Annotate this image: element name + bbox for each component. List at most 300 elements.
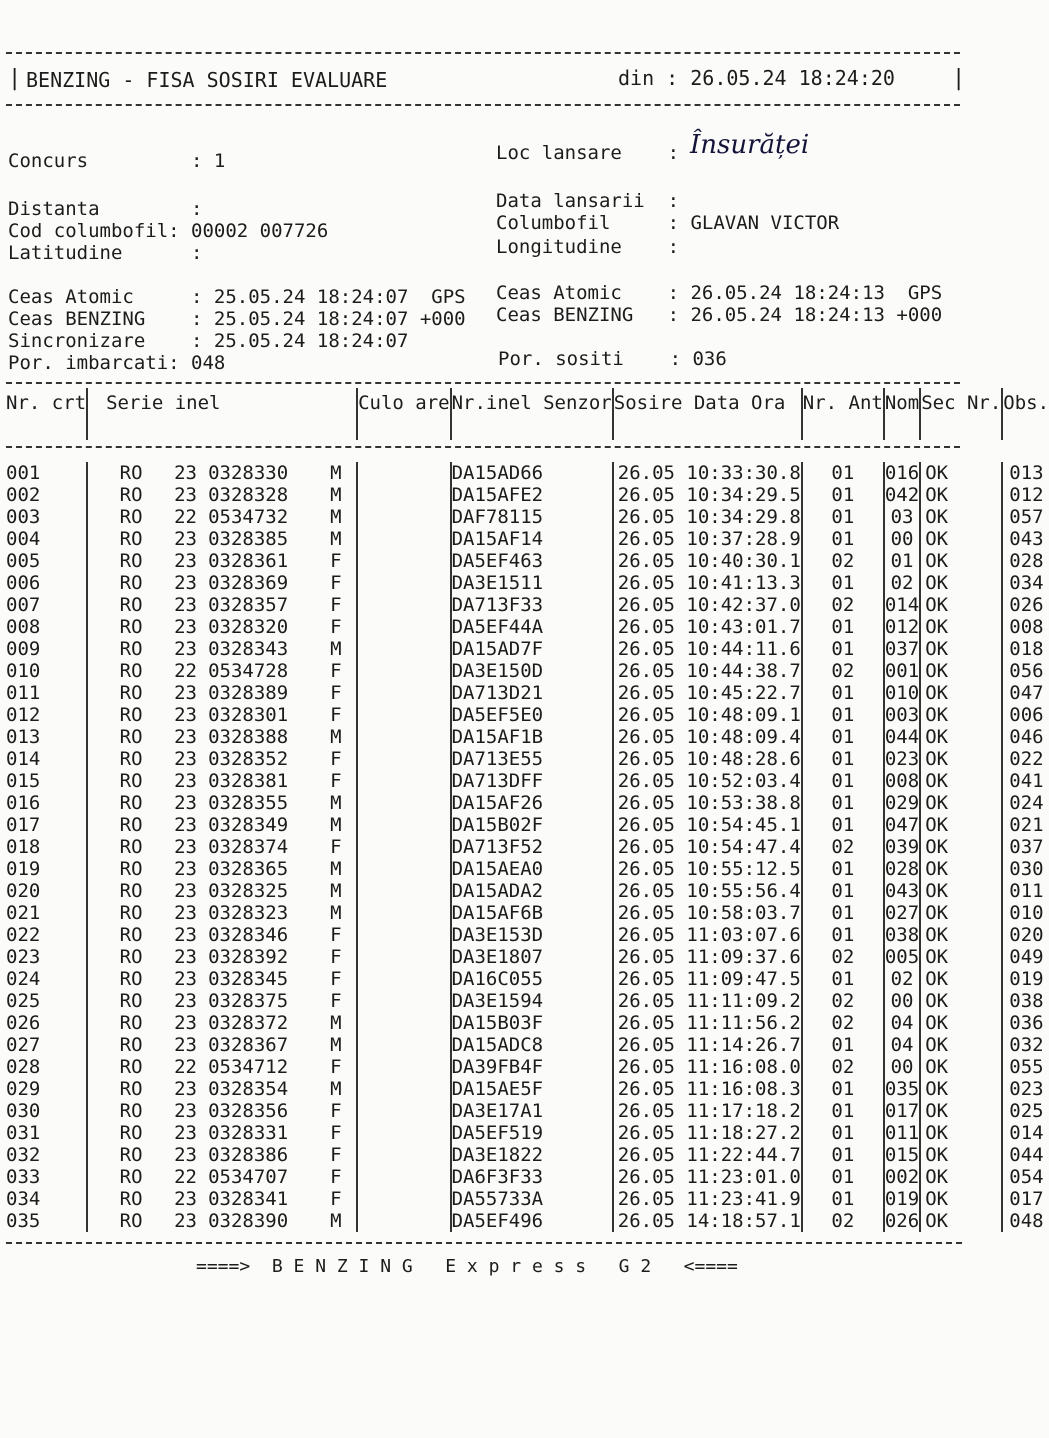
cell-obs: 036 [1009, 1012, 1044, 1034]
cell-culoare [357, 1188, 451, 1210]
cell-senzor: DA15AF14 [451, 528, 613, 550]
cell-sosire: 26.05 10:52:03.4 [613, 770, 802, 792]
cell-culoare [357, 704, 451, 726]
cell-country: RO [119, 1188, 143, 1210]
cell-culoare [357, 660, 451, 682]
table-row [6, 1012, 1049, 1034]
cell-year: 23 [174, 924, 197, 946]
cell-senzor: DA5EF5E0 [451, 704, 613, 726]
cell-year: 23 [174, 616, 197, 638]
cell-culoare [357, 1144, 451, 1166]
cell-sex: F [330, 1144, 342, 1166]
cell-senzor: DA15ADA2 [451, 880, 613, 902]
cell-nr-crt: 022 [6, 924, 87, 946]
cell-nr-crt: 025 [6, 990, 87, 1012]
cell-sex: F [330, 572, 342, 594]
table-row [6, 1166, 1049, 1188]
cell-country: RO [119, 638, 143, 660]
cell-nom: 03 [884, 506, 920, 528]
cell-sec-nr: OK [920, 836, 1002, 858]
cell-serie-inel [87, 594, 357, 616]
cell-country: RO [119, 1100, 143, 1122]
cell-nom: 011 [884, 1122, 920, 1144]
cell-serie-inel [87, 792, 357, 814]
cell-nom: 026 [884, 1210, 920, 1232]
cell-sec-nr: OK [920, 616, 1002, 638]
cell-serie-inel [87, 946, 357, 968]
cell-year: 23 [174, 858, 197, 880]
cell-nr-ant: 02 [802, 1012, 884, 1034]
cell-culoare [357, 792, 451, 814]
cell-country: RO [119, 1034, 143, 1056]
cell-nom: 039 [884, 836, 920, 858]
cell-nom: 027 [884, 902, 920, 924]
cell-nom: 00 [884, 528, 920, 550]
cell-nom: 002 [884, 1166, 920, 1188]
cell-sosire: 26.05 10:40:30.1 [613, 550, 802, 572]
cell-ring-number: 0328389 [208, 682, 289, 704]
cell-culoare [357, 770, 451, 792]
cell-serie-inel [87, 1144, 357, 1166]
cell-senzor: DA55733A [451, 1188, 613, 1210]
cell-serie-inel [87, 616, 357, 638]
cell-culoare [357, 1210, 451, 1232]
cell-obs: 054 [1009, 1166, 1044, 1188]
cell-year: 23 [174, 836, 197, 858]
columbofil-line: Columbofil : GLAVAN VICTOR [496, 212, 840, 234]
cell-year: 23 [174, 990, 197, 1012]
cell-sex: F [330, 836, 342, 858]
cell-sosire: 26.05 10:55:56.4 [613, 880, 802, 902]
cell-serie-inel [87, 1166, 357, 1188]
cell-sex: M [330, 528, 342, 550]
cell-sosire: 26.05 10:41:13.3 [613, 572, 802, 594]
cell-ring-number: 0328328 [208, 484, 289, 506]
cell-culoare [357, 638, 451, 660]
cell-obs: 024 [1009, 792, 1044, 814]
cell-sec-nr: OK [920, 506, 1002, 528]
cell-obs: 013 [1009, 462, 1044, 484]
cell-senzor: DA15AD66 [451, 462, 613, 484]
cell-senzor: DA39FB4F [451, 1056, 613, 1078]
cell-ring-number: 0328325 [208, 880, 289, 902]
cell-nr-crt: 020 [6, 880, 87, 902]
cell-sex: F [330, 660, 342, 682]
cell-year: 23 [174, 1188, 197, 1210]
cell-nom: 044 [884, 726, 920, 748]
concurs-line: Concurs : 1 [8, 150, 226, 172]
cell-year: 23 [174, 484, 197, 506]
cell-nr-ant: 01 [802, 858, 884, 880]
cell-country: RO [119, 594, 143, 616]
cell-obs: 020 [1009, 924, 1044, 946]
table-row [6, 660, 1049, 682]
cell-sex: M [330, 726, 342, 748]
cell-sex: M [330, 1034, 342, 1056]
col-header-nom: Nom [884, 388, 920, 440]
cell-senzor: DA15AFE2 [451, 484, 613, 506]
cell-nr-crt: 011 [6, 682, 87, 704]
cell-culoare [357, 836, 451, 858]
cell-nom: 038 [884, 924, 920, 946]
cell-nr-crt: 033 [6, 1166, 87, 1188]
cell-country: RO [119, 572, 143, 594]
cell-sex: F [330, 1056, 342, 1078]
cell-country: RO [119, 946, 143, 968]
cell-country: RO [119, 506, 143, 528]
cell-ring-number: 0328330 [208, 462, 289, 484]
ceas-benzing-start-line: Ceas BENZING : 25.05.24 18:24:07 +000 [8, 308, 466, 330]
cell-nr-ant: 01 [802, 1078, 884, 1100]
cell-nr-ant: 01 [802, 616, 884, 638]
cell-nom: 028 [884, 858, 920, 880]
cell-nr-ant: 01 [802, 1144, 884, 1166]
cell-year: 23 [174, 1100, 197, 1122]
cell-ring-number: 0328354 [208, 1078, 289, 1100]
ceas-atomic-end-line: Ceas Atomic : 26.05.24 18:24:13 GPS [496, 282, 943, 304]
cell-obs: 028 [1009, 550, 1044, 572]
porumbei-sositi-line: Por. sositi : 036 [498, 348, 727, 370]
cell-sec-nr: OK [920, 902, 1002, 924]
cell-sosire: 26.05 10:48:09.4 [613, 726, 802, 748]
cell-serie-inel [87, 1056, 357, 1078]
cell-sosire: 26.05 11:17:18.2 [613, 1100, 802, 1122]
cell-nr-crt: 024 [6, 968, 87, 990]
cell-senzor: DA3E1511 [451, 572, 613, 594]
cell-year: 23 [174, 946, 197, 968]
cell-nom: 016 [884, 462, 920, 484]
cell-senzor: DA3E150D [451, 660, 613, 682]
cell-serie-inel [87, 814, 357, 836]
cell-sex: F [330, 1166, 342, 1188]
cell-senzor: DA3E17A1 [451, 1100, 613, 1122]
cell-year: 23 [174, 704, 197, 726]
cell-nom: 023 [884, 748, 920, 770]
cell-serie-inel [87, 1100, 357, 1122]
cell-nr-crt: 030 [6, 1100, 87, 1122]
cell-nr-ant: 01 [802, 726, 884, 748]
cell-culoare [357, 1012, 451, 1034]
cell-ring-number: 0328374 [208, 836, 289, 858]
cell-culoare [357, 1056, 451, 1078]
table-row [6, 704, 1049, 726]
cell-senzor: DA16C055 [451, 968, 613, 990]
header-right-border: | [952, 66, 966, 91]
cell-year: 22 [174, 1166, 197, 1188]
cell-country: RO [119, 836, 143, 858]
cell-country: RO [119, 924, 143, 946]
cell-country: RO [119, 1166, 143, 1188]
table-row [6, 1122, 1049, 1144]
header-left-border: | [8, 66, 22, 91]
table-row [6, 814, 1049, 836]
cell-sec-nr: OK [920, 594, 1002, 616]
cell-obs: 011 [1009, 880, 1044, 902]
cell-senzor: DA3E1594 [451, 990, 613, 1012]
cell-nr-ant: 01 [802, 814, 884, 836]
table-row [6, 594, 1049, 616]
cell-senzor: DA3E153D [451, 924, 613, 946]
cell-nr-crt: 019 [6, 858, 87, 880]
cell-country: RO [119, 748, 143, 770]
table-row [6, 880, 1049, 902]
cell-nr-crt: 023 [6, 946, 87, 968]
cell-nr-ant: 01 [802, 1100, 884, 1122]
cell-culoare [357, 814, 451, 836]
cell-nr-ant: 01 [802, 880, 884, 902]
porumbei-imbarcati-line: Por. imbarcati: 048 [8, 352, 226, 374]
cell-nr-ant: 01 [802, 770, 884, 792]
cell-sec-nr: OK [920, 990, 1002, 1012]
cell-serie-inel [87, 748, 357, 770]
ceas-benzing-end-line: Ceas BENZING : 26.05.24 18:24:13 +000 [496, 304, 943, 326]
cell-sex: F [330, 1100, 342, 1122]
cell-sec-nr: OK [920, 726, 1002, 748]
data-lansarii-line: Data lansarii : [496, 190, 680, 212]
cell-sex: F [330, 616, 342, 638]
cell-sex: F [330, 1188, 342, 1210]
cell-sosire: 26.05 10:43:01.7 [613, 616, 802, 638]
table-row [6, 1034, 1049, 1056]
cell-nr-crt: 006 [6, 572, 87, 594]
cell-sex: M [330, 858, 342, 880]
cell-nr-ant: 02 [802, 660, 884, 682]
cell-sec-nr: OK [920, 1166, 1002, 1188]
cell-sex: F [330, 1122, 342, 1144]
cell-sex: F [330, 550, 342, 572]
cell-serie-inel [87, 1034, 357, 1056]
cell-culoare [357, 682, 451, 704]
cell-nr-ant: 02 [802, 836, 884, 858]
cell-nr-crt: 018 [6, 836, 87, 858]
cell-culoare [357, 858, 451, 880]
cell-year: 23 [174, 1012, 197, 1034]
cell-nr-crt: 014 [6, 748, 87, 770]
cell-sosire: 26.05 10:53:38.8 [613, 792, 802, 814]
cell-serie-inel [87, 462, 357, 484]
cell-ring-number: 0328349 [208, 814, 289, 836]
cell-nr-ant: 01 [802, 1122, 884, 1144]
table-row [6, 682, 1049, 704]
cell-nr-ant: 01 [802, 1166, 884, 1188]
cell-ring-number: 0328388 [208, 726, 289, 748]
cell-sec-nr: OK [920, 1078, 1002, 1100]
cell-culoare [357, 528, 451, 550]
cell-sosire: 26.05 10:48:28.6 [613, 748, 802, 770]
cell-year: 23 [174, 792, 197, 814]
table-row [6, 528, 1049, 550]
cell-obs: 026 [1009, 594, 1044, 616]
table-row [6, 902, 1049, 924]
cell-culoare [357, 484, 451, 506]
table-row [6, 858, 1049, 880]
cell-sosire: 26.05 11:03:07.6 [613, 924, 802, 946]
cell-obs: 023 [1009, 1078, 1044, 1100]
col-header-nr-inel-senzor: Nr.inel Senzor [451, 388, 613, 440]
cell-ring-number: 0328386 [208, 1144, 289, 1166]
cell-nr-ant: 01 [802, 924, 884, 946]
ceas-atomic-start-line: Ceas Atomic : 25.05.24 18:24:07 GPS [8, 286, 466, 308]
cell-obs: 057 [1009, 506, 1044, 528]
cell-sec-nr: OK [920, 1122, 1002, 1144]
cell-senzor: DA15AEA0 [451, 858, 613, 880]
cell-serie-inel [87, 660, 357, 682]
cell-country: RO [119, 484, 143, 506]
cell-obs: 043 [1009, 528, 1044, 550]
cell-country: RO [119, 1056, 143, 1078]
cell-ring-number: 0328341 [208, 1188, 289, 1210]
table-row [6, 462, 1049, 484]
cell-nr-ant: 02 [802, 1056, 884, 1078]
cell-sosire: 26.05 10:44:38.7 [613, 660, 802, 682]
cell-obs: 019 [1009, 968, 1044, 990]
cell-country: RO [119, 1078, 143, 1100]
cell-nr-crt: 032 [6, 1144, 87, 1166]
cell-serie-inel [87, 704, 357, 726]
cell-nom: 00 [884, 990, 920, 1012]
cell-sex: M [330, 484, 342, 506]
cell-country: RO [119, 528, 143, 550]
cell-obs: 055 [1009, 1056, 1044, 1078]
cell-sosire: 26.05 11:16:08.3 [613, 1078, 802, 1100]
cell-obs: 037 [1009, 836, 1044, 858]
cell-sec-nr: OK [920, 1188, 1002, 1210]
cell-nr-ant: 01 [802, 792, 884, 814]
cell-sec-nr: OK [920, 1210, 1002, 1232]
col-header-culoare: Culo are [357, 388, 451, 440]
cell-nr-crt: 012 [6, 704, 87, 726]
cell-sec-nr: OK [920, 1144, 1002, 1166]
cell-sec-nr: OK [920, 1100, 1002, 1122]
cell-culoare [357, 990, 451, 1012]
cell-ring-number: 0328320 [208, 616, 289, 638]
cell-ring-number: 0328357 [208, 594, 289, 616]
cell-year: 23 [174, 528, 197, 550]
cell-sex: M [330, 880, 342, 902]
cell-sosire: 26.05 10:54:47.4 [613, 836, 802, 858]
cell-sec-nr: OK [920, 748, 1002, 770]
cell-culoare [357, 506, 451, 528]
cell-sex: F [330, 704, 342, 726]
cell-senzor: DA15AF26 [451, 792, 613, 814]
cell-country: RO [119, 990, 143, 1012]
cell-country: RO [119, 902, 143, 924]
cell-nr-ant: 01 [802, 1034, 884, 1056]
cell-serie-inel [87, 682, 357, 704]
cell-obs: 014 [1009, 1122, 1044, 1144]
cell-sex: F [330, 990, 342, 1012]
cell-year: 22 [174, 1056, 197, 1078]
cell-sosire: 26.05 11:09:47.5 [613, 968, 802, 990]
cell-obs: 008 [1009, 616, 1044, 638]
cell-nr-ant: 01 [802, 902, 884, 924]
cell-year: 23 [174, 880, 197, 902]
cell-sosire: 26.05 11:11:56.2 [613, 1012, 802, 1034]
cell-serie-inel [87, 550, 357, 572]
cell-ring-number: 0328365 [208, 858, 289, 880]
cell-obs: 034 [1009, 572, 1044, 594]
cell-senzor: DA3E1807 [451, 946, 613, 968]
table-row [6, 748, 1049, 770]
cell-culoare [357, 462, 451, 484]
cell-sec-nr: OK [920, 792, 1002, 814]
cell-sosire: 26.05 10:45:22.7 [613, 682, 802, 704]
cell-serie-inel [87, 528, 357, 550]
cell-ring-number: 0328356 [208, 1100, 289, 1122]
cell-senzor: DA15AF6B [451, 902, 613, 924]
cell-sex: M [330, 792, 342, 814]
cell-culoare [357, 550, 451, 572]
cell-sec-nr: OK [920, 550, 1002, 572]
cell-senzor: DA15B03F [451, 1012, 613, 1034]
cell-culoare [357, 946, 451, 968]
cell-country: RO [119, 792, 143, 814]
cell-country: RO [119, 462, 143, 484]
cell-nr-ant: 02 [802, 946, 884, 968]
cell-sec-nr: OK [920, 704, 1002, 726]
cell-nr-ant: 01 [802, 748, 884, 770]
table-body [6, 462, 1049, 1232]
cell-year: 23 [174, 902, 197, 924]
cell-sec-nr: OK [920, 528, 1002, 550]
cell-nom: 008 [884, 770, 920, 792]
table-row [6, 638, 1049, 660]
cell-serie-inel [87, 968, 357, 990]
cell-year: 23 [174, 1078, 197, 1100]
cell-culoare [357, 880, 451, 902]
cell-country: RO [119, 858, 143, 880]
cell-serie-inel [87, 770, 357, 792]
cell-senzor: DA713DFF [451, 770, 613, 792]
sincronizare-line: Sincronizare : 25.05.24 18:24:07 [8, 330, 409, 352]
cell-nr-crt: 021 [6, 902, 87, 924]
cell-sosire: 26.05 11:09:37.6 [613, 946, 802, 968]
cell-sec-nr: OK [920, 462, 1002, 484]
cell-senzor: DA15B02F [451, 814, 613, 836]
header-top-rule [6, 52, 960, 54]
cell-nr-ant: 02 [802, 594, 884, 616]
cell-country: RO [119, 1210, 143, 1232]
table-row [6, 506, 1049, 528]
longitudine-line: Longitudine : [496, 236, 680, 258]
cell-ring-number: 0328390 [208, 1210, 289, 1232]
header-bottom-rule [6, 104, 960, 106]
cell-sec-nr: OK [920, 880, 1002, 902]
cell-culoare [357, 968, 451, 990]
cell-ring-number: 0328372 [208, 1012, 289, 1034]
cell-senzor: DAF78115 [451, 506, 613, 528]
cell-obs: 047 [1009, 682, 1044, 704]
cell-sosire: 26.05 10:34:29.8 [613, 506, 802, 528]
cell-country: RO [119, 660, 143, 682]
cell-nom: 029 [884, 792, 920, 814]
cell-nr-ant: 01 [802, 968, 884, 990]
cell-sex: F [330, 594, 342, 616]
table-row [6, 484, 1049, 506]
col-header-nr-ant: Nr. Ant [802, 388, 884, 440]
cell-year: 23 [174, 968, 197, 990]
cell-culoare [357, 1034, 451, 1056]
table-top-rule [6, 382, 960, 384]
cell-country: RO [119, 550, 143, 572]
cell-nr-crt: 005 [6, 550, 87, 572]
cell-nom: 010 [884, 682, 920, 704]
cell-country: RO [119, 1144, 143, 1166]
cell-culoare [357, 726, 451, 748]
cell-sosire: 26.05 10:34:29.5 [613, 484, 802, 506]
cell-senzor: DA15AE5F [451, 1078, 613, 1100]
col-header-nr-crt: Nr. crt [6, 388, 87, 440]
